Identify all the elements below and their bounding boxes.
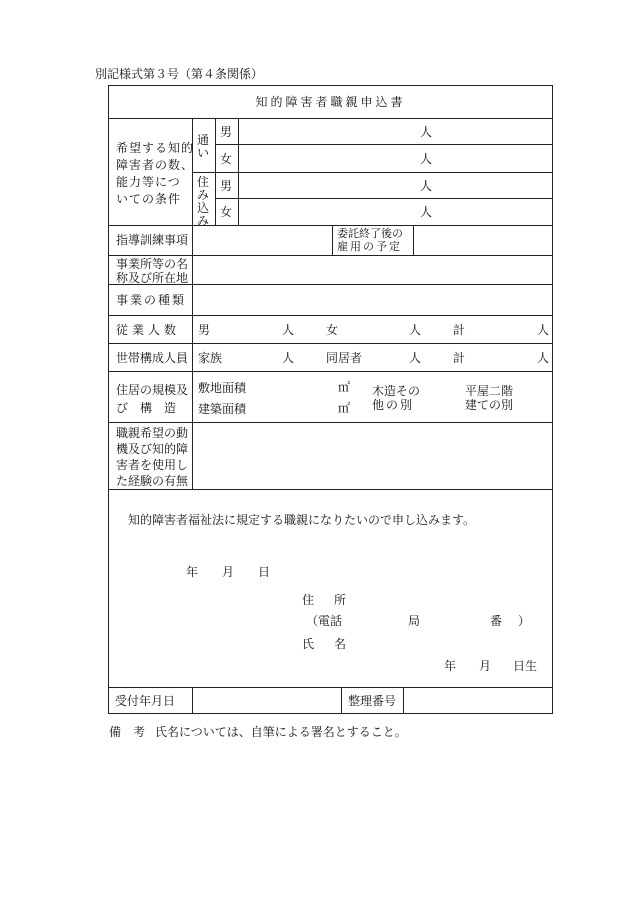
conditions-label-line: いての条件 — [116, 192, 182, 206]
date-day-label: 日 — [258, 565, 271, 579]
motivation-label-line: 機及び知的障 — [116, 442, 189, 456]
conditions-label — [116, 140, 194, 208]
live-in-female-label: 女 — [220, 205, 233, 219]
post-contract-employment-label — [337, 227, 403, 253]
floors-line: 平屋二階 — [465, 384, 514, 398]
phone-exchange-label: 局 — [408, 614, 421, 628]
commute-label: 通い — [196, 133, 209, 160]
wood-or-other-line: 木造その — [372, 384, 421, 398]
reference-number-label: 整理番号 — [348, 694, 397, 708]
reception-date-label: 受付年月日 — [115, 694, 176, 708]
household-cohabitant-unit: 人 — [409, 351, 422, 365]
conditions-label-line: 希望する知的 — [116, 141, 195, 155]
live-in-male-unit: 人 — [420, 179, 433, 193]
site-area-unit: ㎡ — [338, 380, 351, 394]
commute-female-label: 女 — [220, 152, 233, 166]
household-label: 世帯構成人員 — [116, 351, 189, 365]
birth-year-label: 年 — [444, 659, 457, 673]
post-contract-employment-line: 雇用の予定 — [337, 240, 402, 253]
wood-or-other-line: 他の別 — [372, 398, 415, 412]
birth-suffix-label: 日生 — [513, 659, 538, 673]
phone-close-label: ） — [518, 614, 531, 628]
household-total-label: 計 — [453, 351, 466, 365]
live-in-label: 住み込み — [196, 175, 209, 228]
employees-female-label: 女 — [326, 323, 339, 337]
employees-female-unit: 人 — [409, 323, 422, 337]
commute-male-label: 男 — [220, 125, 233, 139]
name-label: 氏 名 — [302, 637, 351, 651]
office-label — [116, 257, 188, 285]
live-in-male-label: 男 — [220, 179, 233, 193]
household-family-label: 家族 — [198, 351, 223, 365]
motivation-label — [116, 425, 188, 489]
office-label-line: 称及び所在地 — [116, 271, 189, 285]
building-area-label: 建築面積 — [198, 402, 247, 416]
office-label-line: 事業所等の名 — [116, 257, 189, 271]
employees-label: 従業人数 — [116, 323, 181, 337]
motivation-label-line: 害者を使用し — [116, 458, 189, 472]
remarks-label: 備 考 — [109, 725, 146, 739]
residence-label — [116, 381, 188, 417]
form-title: 知的障害者職親申込書 — [255, 95, 406, 109]
conditions-label-line: 能力等につ — [116, 175, 181, 189]
wood-or-other-label — [372, 384, 420, 412]
floors-line: 建ての別 — [465, 398, 514, 412]
motivation-label-line: 職親希望の動 — [116, 426, 189, 440]
employees-total-label: 計 — [453, 323, 466, 337]
conditions-label-line: 障害者の数、 — [116, 158, 195, 172]
household-cohabitant-label: 同居者 — [326, 351, 363, 365]
employees-total-unit: 人 — [537, 323, 550, 337]
guidance-label: 指導訓練事項 — [116, 233, 189, 247]
household-total-unit: 人 — [537, 351, 550, 365]
application-statement: 知的障害者福祉法に規定する職親になりたいので申し込みます。 — [128, 513, 476, 527]
site-area-label: 敷地面積 — [198, 381, 247, 395]
remarks-text: 氏名については、自筆による署名とすること。 — [155, 725, 407, 739]
date-year-label: 年 — [186, 565, 199, 579]
building-area-unit: ㎡ — [338, 401, 351, 415]
motivation-label-line: た経験の有無 — [116, 474, 189, 488]
floors-label — [465, 384, 513, 412]
commute-male-unit: 人 — [420, 125, 433, 139]
commute-female-unit: 人 — [420, 152, 433, 166]
birth-month-label: 月 — [479, 659, 492, 673]
live-in-female-unit: 人 — [420, 205, 433, 219]
phone-number-label: 番 — [490, 614, 503, 628]
phone-open-label: （電話 — [306, 614, 343, 628]
employees-male-label: 男 — [198, 323, 211, 337]
form-number-note: 別記様式第３号（第４条関係） — [95, 67, 264, 81]
residence-label-line: 住居の規模及 — [116, 383, 189, 397]
address-label: 住 所 — [302, 593, 351, 607]
date-month-label: 月 — [222, 565, 235, 579]
household-family-unit: 人 — [282, 351, 295, 365]
residence-label-line: び 構 造 — [116, 401, 177, 415]
business-type-label: 事業の種類 — [116, 293, 187, 307]
post-contract-employment-line: 委託終了後の — [337, 227, 403, 240]
employees-male-unit: 人 — [282, 323, 295, 337]
